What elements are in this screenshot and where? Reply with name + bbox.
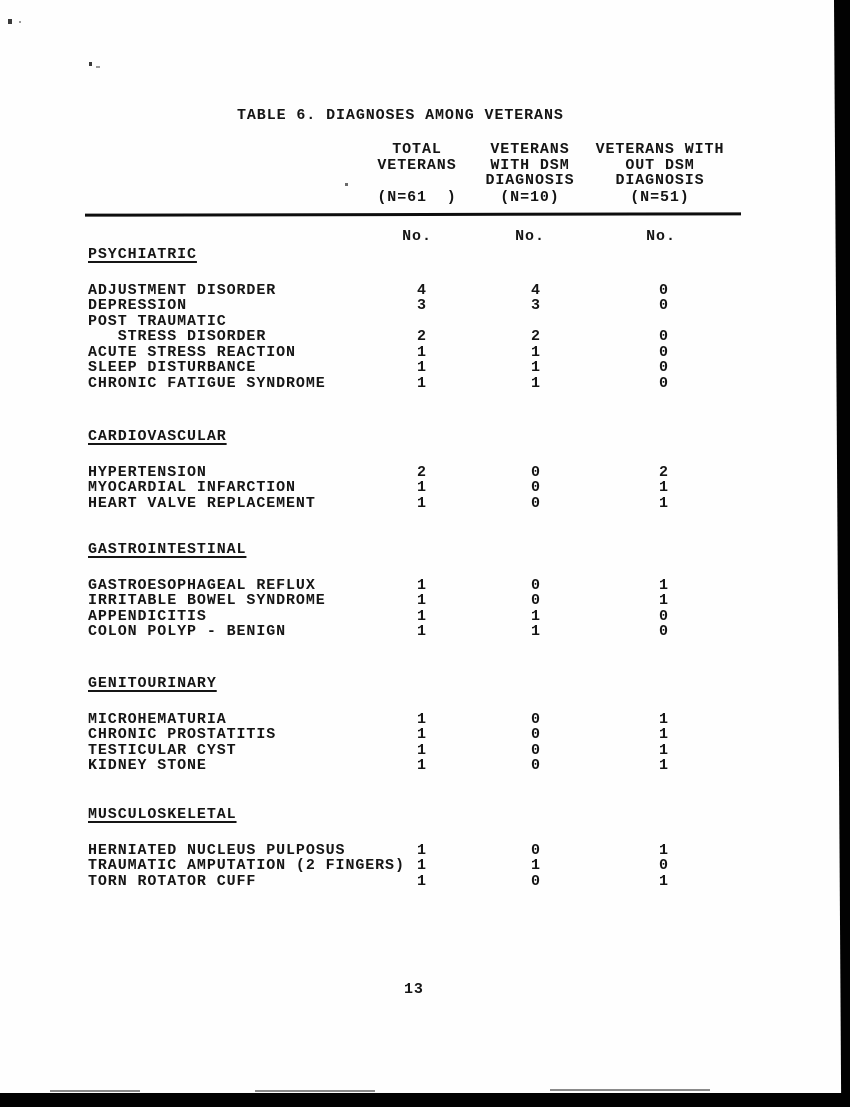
diagnosis-label: CHRONIC PROSTATITIS — [88, 726, 277, 744]
total-count: 1 — [417, 711, 427, 728]
table-row — [88, 375, 758, 390]
table-row — [88, 297, 758, 315]
with-dsm-count: 0 — [531, 479, 541, 497]
diagnosis-section — [88, 541, 758, 639]
column-header-line: VETERANS WITH — [595, 141, 725, 158]
table-row — [88, 577, 758, 592]
total-count: 1 — [417, 726, 427, 744]
diagnosis-label: APPENDICITIS — [88, 607, 207, 625]
with-dsm-count: 1 — [531, 857, 541, 875]
table-row — [88, 608, 758, 623]
diagnosis-label: POST TRAUMATIC — [88, 312, 227, 330]
with-dsm-count: 0 — [531, 592, 541, 610]
column-header-line: VETERANS — [490, 141, 570, 158]
diagnosis-label: HYPERTENSION — [88, 464, 207, 481]
table-row — [88, 313, 758, 328]
total-count: 1 — [417, 623, 427, 641]
diagnosis-section — [88, 806, 758, 888]
diagnosis-label: ACUTE STRESS REACTION — [88, 343, 296, 361]
without-dsm-count: 0 — [659, 343, 669, 361]
total-count: 1 — [417, 741, 427, 759]
table-row — [88, 359, 758, 377]
total-count: 2 — [417, 328, 427, 346]
table-row — [88, 623, 758, 641]
diagnosis-label: KIDNEY STONE — [88, 757, 207, 775]
table-row — [88, 282, 758, 297]
total-count: 1 — [417, 494, 427, 512]
with-dsm-count: 0 — [531, 872, 541, 890]
diagnosis-label: MYOCARDIAL INFARCTION — [88, 479, 296, 497]
without-dsm-count: 0 — [659, 857, 669, 875]
section-rows — [88, 282, 758, 390]
table-row — [88, 757, 758, 775]
with-dsm-count: 1 — [531, 607, 541, 625]
section-rows — [88, 842, 758, 888]
with-dsm-count: 0 — [531, 464, 541, 481]
table-row — [88, 328, 758, 346]
without-dsm-count: 0 — [659, 359, 669, 377]
without-dsm-count: 1 — [659, 757, 669, 775]
without-dsm-count: 1 — [659, 842, 669, 859]
scan-speck — [89, 62, 92, 66]
with-dsm-count: 3 — [531, 297, 541, 315]
scan-speck — [345, 183, 348, 186]
scan-edge-artifact-right — [834, 0, 850, 1107]
without-dsm-count: 0 — [659, 328, 669, 346]
diagnosis-label: GASTROESOPHAGEAL REFLUX — [88, 577, 316, 594]
diagnosis-label: HEART VALVE REPLACEMENT — [88, 494, 316, 512]
total-count: 1 — [417, 872, 427, 890]
without-dsm-count: 1 — [659, 494, 669, 512]
diagnosis-label: MICROHEMATURIA — [88, 711, 227, 728]
total-count: 1 — [417, 842, 427, 859]
with-dsm-count: 2 — [531, 328, 541, 346]
column-header-veterans-without-dsm — [588, 141, 732, 207]
column-header-line: (N=51) — [630, 189, 690, 206]
diagnosis-section — [88, 246, 758, 390]
unit-label-no: No. — [515, 228, 545, 245]
total-count: 1 — [417, 359, 427, 377]
scan-speck — [19, 21, 21, 23]
diagnosis-label: SLEEP DISTURBANCE — [88, 359, 257, 377]
without-dsm-count: 1 — [659, 711, 669, 728]
unit-label-no: No. — [646, 228, 676, 245]
scan-edge-artifact-bottom — [0, 1093, 850, 1107]
diagnosis-label: COLON POLYP - BENIGN — [88, 623, 287, 641]
without-dsm-count: 0 — [659, 623, 669, 641]
diagnosis-section — [88, 428, 758, 510]
scan-smudge — [255, 1090, 375, 1092]
column-header-total-veterans — [352, 141, 482, 207]
diagnosis-label: IRRITABLE BOWEL SYNDROME — [88, 592, 326, 610]
table-row — [88, 742, 758, 757]
scan-speck — [8, 19, 12, 24]
column-header-line: (N=61 ) — [377, 189, 457, 206]
table-row — [88, 857, 758, 875]
table-row — [88, 726, 758, 744]
diagnosis-label: TORN ROTATOR CUFF — [88, 872, 257, 890]
section-rows — [88, 577, 758, 639]
without-dsm-count: 1 — [659, 479, 669, 497]
with-dsm-count: 0 — [531, 757, 541, 775]
total-count: 1 — [417, 374, 427, 392]
section-heading: CARDIOVASCULAR — [88, 428, 227, 445]
table-row — [88, 842, 758, 857]
without-dsm-count: 1 — [659, 592, 669, 610]
total-count: 3 — [417, 297, 427, 315]
total-count: 1 — [417, 857, 427, 875]
with-dsm-count: 0 — [531, 711, 541, 728]
section-heading: GENITOURINARY — [88, 675, 217, 692]
diagnosis-label: ADJUSTMENT DISORDER — [88, 282, 277, 299]
diagnosis-label: HERNIATED NUCLEUS PULPOSUS — [88, 842, 346, 859]
without-dsm-count: 1 — [659, 872, 669, 890]
diagnosis-section — [88, 675, 758, 773]
with-dsm-count: 0 — [531, 741, 541, 759]
total-count: 4 — [417, 282, 427, 299]
total-count: 1 — [417, 479, 427, 497]
without-dsm-count: 1 — [659, 726, 669, 744]
total-count: 1 — [417, 607, 427, 625]
table-row — [88, 873, 758, 888]
total-count: 1 — [417, 592, 427, 610]
column-header-line: OUT DSM — [625, 156, 695, 174]
diagnosis-label: TESTICULAR CYST — [88, 741, 237, 759]
table-row — [88, 495, 758, 510]
scan-smudge — [50, 1090, 140, 1092]
column-header-line: VETERANS — [377, 156, 457, 174]
total-count: 2 — [417, 464, 427, 481]
with-dsm-count: 1 — [531, 343, 541, 361]
table-row — [88, 479, 758, 497]
diagnosis-label: CHRONIC FATIGUE SYNDROME — [88, 374, 326, 392]
header-divider-rule — [85, 212, 741, 216]
with-dsm-count: 0 — [531, 726, 541, 744]
section-heading: PSYCHIATRIC — [88, 246, 197, 263]
diagnosis-label: DEPRESSION — [88, 297, 188, 315]
with-dsm-count: 1 — [531, 623, 541, 641]
section-heading: MUSCULOSKELETAL — [88, 806, 237, 823]
unit-label-no: No. — [402, 228, 432, 245]
without-dsm-count: 0 — [659, 374, 669, 392]
section-heading: GASTROINTESTINAL — [88, 541, 247, 558]
scan-smudge — [550, 1089, 710, 1091]
page-number: 13 — [404, 981, 424, 998]
section-rows — [88, 464, 758, 510]
table-row — [88, 344, 758, 359]
without-dsm-count: 0 — [659, 297, 669, 315]
table-row — [88, 464, 758, 479]
total-count: 1 — [417, 343, 427, 361]
scan-speck — [96, 66, 100, 68]
diagnosis-label: STRESS DISORDER — [88, 328, 267, 346]
column-header-line: WITH DSM — [490, 156, 570, 174]
with-dsm-count: 0 — [531, 842, 541, 859]
table-title: TABLE 6. DIAGNOSES AMONG VETERANS — [237, 107, 564, 124]
with-dsm-count: 0 — [531, 577, 541, 594]
without-dsm-count: 1 — [659, 741, 669, 759]
table-row — [88, 592, 758, 610]
without-dsm-count: 0 — [659, 282, 669, 299]
section-rows — [88, 711, 758, 773]
column-header-line: TOTAL — [392, 141, 442, 158]
column-header-veterans-with-dsm — [465, 141, 595, 207]
table-row — [88, 711, 758, 726]
total-count: 1 — [417, 577, 427, 594]
column-header-line: DIAGNOSIS — [485, 172, 575, 189]
without-dsm-count: 2 — [659, 464, 669, 481]
column-header-line: DIAGNOSIS — [615, 172, 705, 189]
with-dsm-count: 1 — [531, 374, 541, 392]
with-dsm-count: 4 — [531, 282, 541, 299]
without-dsm-count: 0 — [659, 607, 669, 625]
with-dsm-count: 1 — [531, 359, 541, 377]
with-dsm-count: 0 — [531, 494, 541, 512]
column-header-line: (N=10) — [500, 189, 560, 206]
without-dsm-count: 1 — [659, 577, 669, 594]
total-count: 1 — [417, 757, 427, 775]
diagnosis-label: TRAUMATIC AMPUTATION (2 FINGERS) — [88, 857, 405, 875]
